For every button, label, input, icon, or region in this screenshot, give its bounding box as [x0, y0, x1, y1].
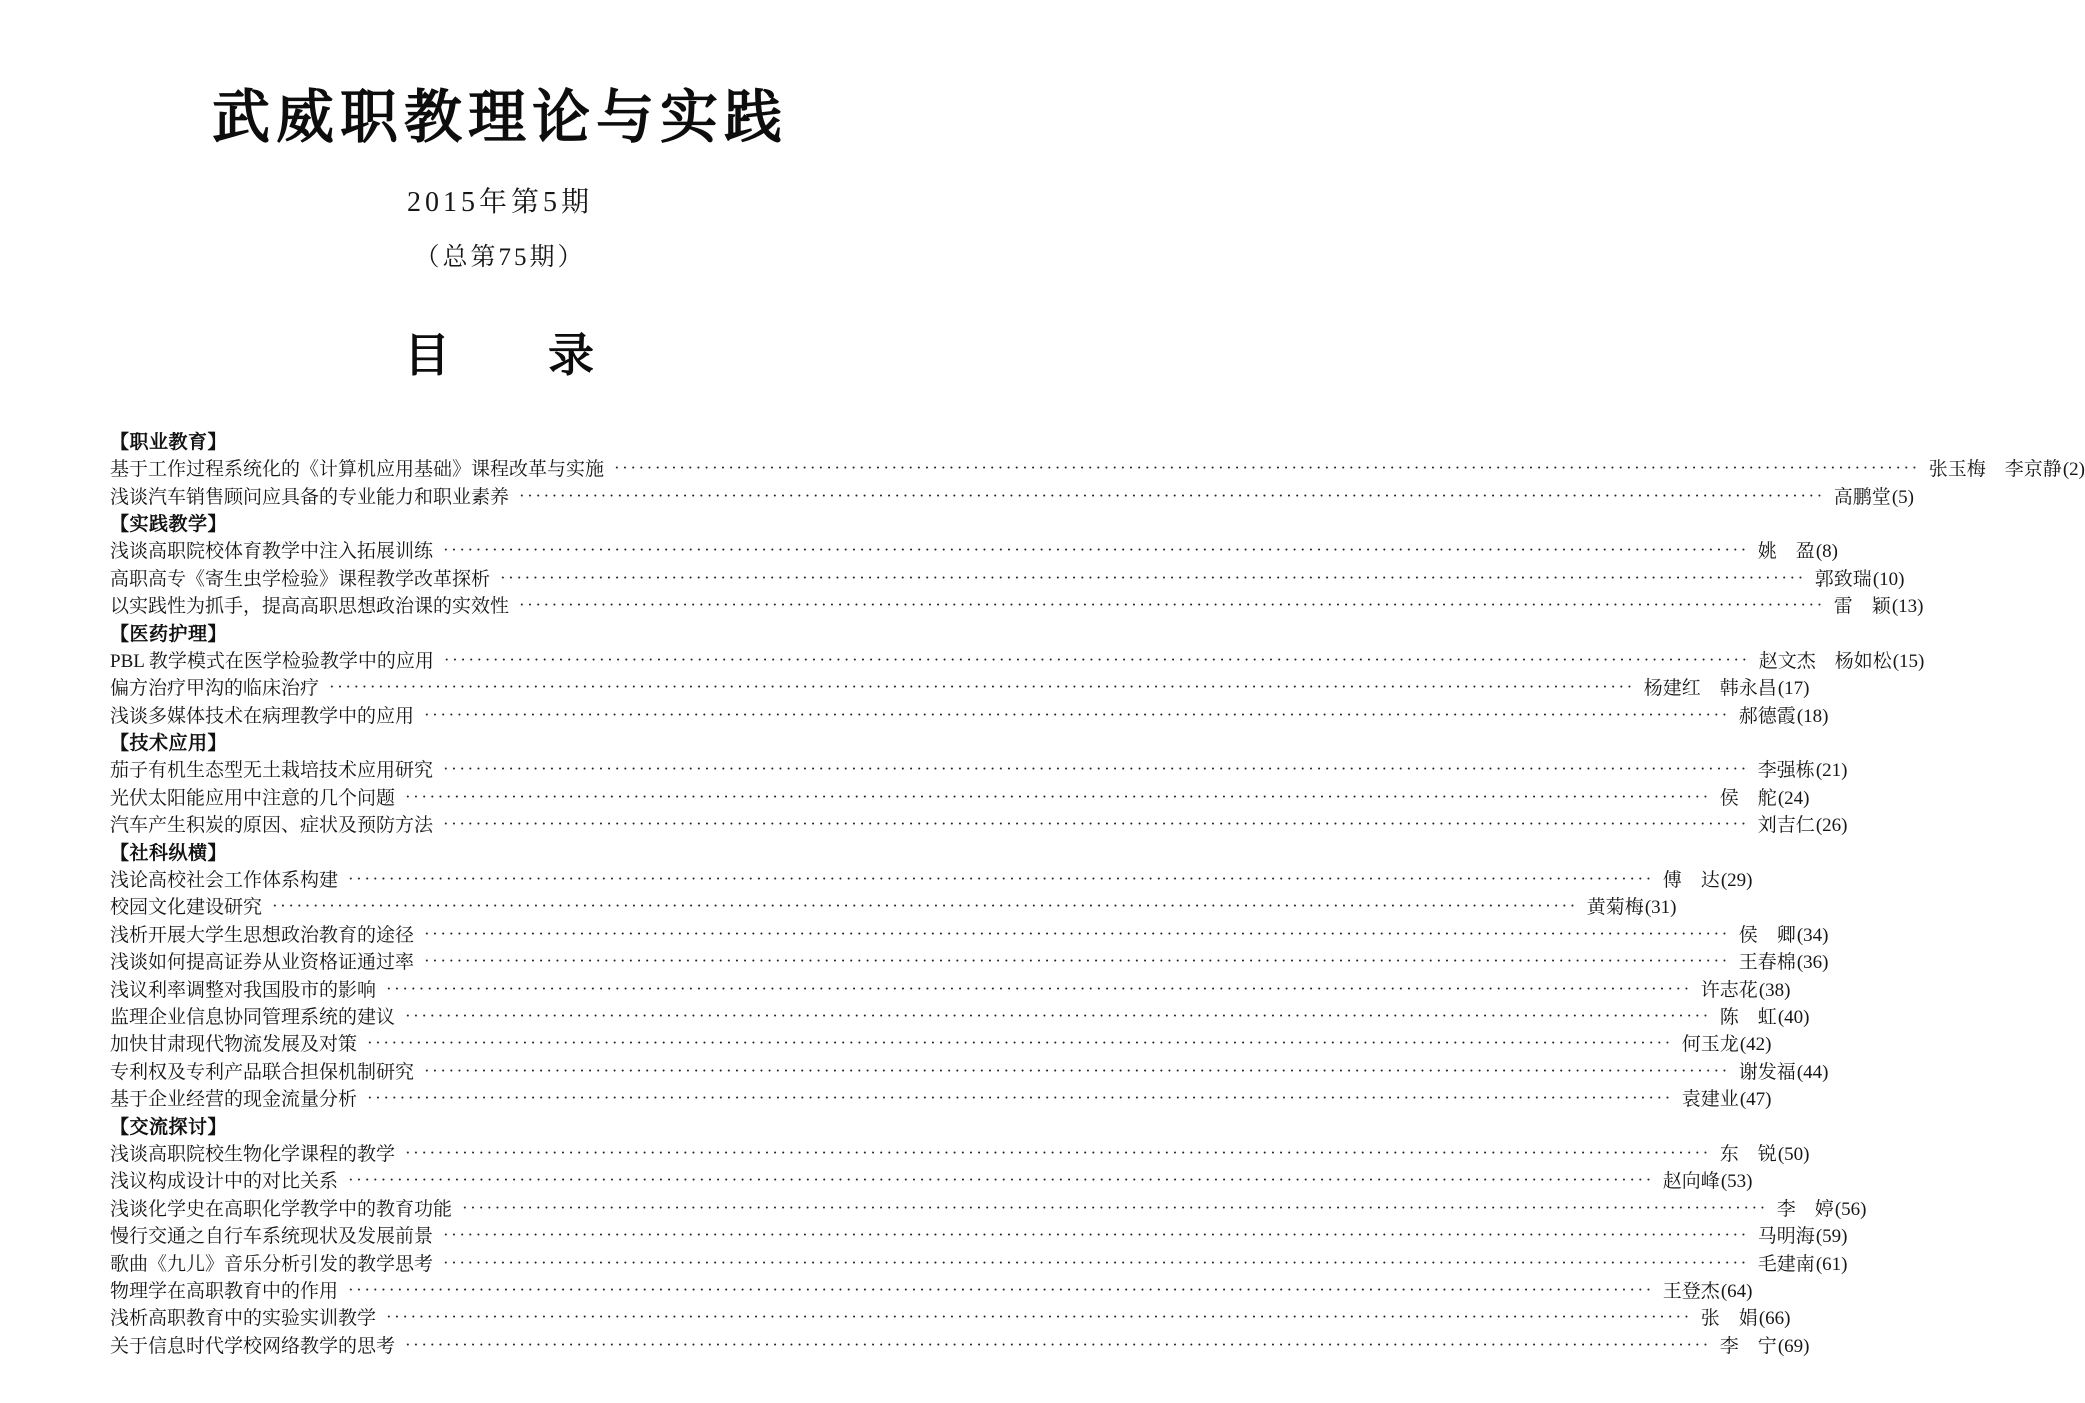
- entry-page: (18): [1796, 705, 1829, 727]
- entry-ref: [1929, 456, 2085, 483]
- entry-ref: [1587, 894, 1677, 921]
- entry-ref: [1720, 1141, 1810, 1168]
- leader-dots: ································································································································································: [443, 1225, 1749, 1245]
- entry-authors: 雷 颖: [1833, 596, 1891, 618]
- toc-entry: [110, 1223, 1848, 1250]
- entry-ref: [1834, 593, 1924, 620]
- toc-entry: [110, 484, 1914, 511]
- entry-ref: [1720, 785, 1810, 812]
- entry-authors: 袁建业: [1681, 1089, 1739, 1111]
- entry-page: (34): [1796, 924, 1829, 946]
- entry-title: 光伏太阳能应用中注意的几个问题: [110, 787, 396, 809]
- entry-page: (29): [1720, 870, 1753, 892]
- entry-page: (40): [1777, 1007, 1810, 1028]
- entry-ref: [1663, 1168, 1753, 1195]
- toc-entry: [110, 1059, 1829, 1086]
- entry-page: (2): [2062, 459, 2085, 481]
- entry-authors: 陈 虹: [1719, 1007, 1777, 1028]
- entry-title: 浅谈高职院校生物化学课程的教学: [110, 1143, 396, 1165]
- leader-dots: ································································································································································: [443, 814, 1749, 834]
- entry-title: 浅谈化学史在高职化学教学中的教育功能: [110, 1198, 453, 1220]
- section-header: 【医药护理】: [110, 623, 228, 645]
- toc-entry: [110, 922, 1829, 949]
- leader-dots: ································································································································································: [519, 595, 1825, 615]
- leader-dots: ································································································································································: [386, 978, 1692, 998]
- entry-ref: [1663, 1278, 1753, 1305]
- entry-ref: [1644, 675, 1810, 702]
- toc-entry: [110, 785, 1810, 812]
- entry-ref: [1739, 1059, 1829, 1086]
- entry-ref: [1834, 484, 1914, 511]
- entry-page: (8): [1815, 541, 1838, 563]
- entry-page: (50): [1777, 1143, 1810, 1165]
- entry-authors: 郭致瑞: [1814, 568, 1872, 590]
- entry-title: 浅析开展大学生思想政治教育的途径: [110, 924, 415, 946]
- section-header: 【职业教育】: [110, 431, 228, 453]
- entry-ref: [1758, 1251, 1848, 1278]
- toc-entry: [110, 703, 1829, 730]
- entry-ref: [1759, 648, 1925, 675]
- entry-page: (42): [1739, 1034, 1772, 1056]
- entry-title: 慢行交通之自行车系统现状及发展前景: [110, 1226, 434, 1248]
- entry-authors: 傅 达: [1662, 870, 1720, 892]
- entry-page: (15): [1892, 650, 1925, 672]
- entry-page: (21): [1815, 760, 1848, 782]
- toc-entry: [110, 1086, 1772, 1113]
- entry-page: (56): [1834, 1198, 1867, 1220]
- toc-entry: [110, 1196, 1867, 1223]
- leader-dots: ································································································································································: [329, 677, 1635, 697]
- toc-entry: [110, 812, 1848, 839]
- toc-entry: [110, 1031, 1772, 1058]
- entry-authors: 赵文杰 杨如松: [1758, 650, 1892, 672]
- entry-page: (36): [1796, 952, 1829, 974]
- leader-dots: ································································································································································: [443, 759, 1749, 779]
- entry-ref: [1739, 922, 1829, 949]
- entry-page: (64): [1720, 1280, 1753, 1302]
- entry-authors: 李 宁: [1719, 1335, 1777, 1357]
- entry-authors: 黄菊梅: [1586, 897, 1644, 919]
- toc-entry: [110, 675, 1810, 702]
- entry-page: (13): [1891, 596, 1924, 618]
- entry-title: 浅论高校社会工作体系构建: [110, 870, 339, 892]
- entry-title: 偏方治疗甲沟的临床治疗: [110, 678, 320, 700]
- entry-page: (24): [1777, 787, 1810, 809]
- entry-title: 基于企业经营的现金流量分析: [110, 1089, 358, 1111]
- entry-authors: 王春棉: [1738, 952, 1796, 974]
- entry-ref: [1663, 867, 1753, 894]
- entry-ref: [1682, 1086, 1772, 1113]
- toc-entry: [110, 894, 1677, 921]
- toc-entry: [110, 538, 1838, 565]
- entry-authors: 马明海: [1757, 1226, 1815, 1248]
- toc-entry: [110, 1004, 1810, 1031]
- leader-dots: ································································································································································: [443, 1252, 1749, 1272]
- toc-entry: [110, 593, 1924, 620]
- entry-page: (44): [1796, 1061, 1829, 1083]
- leader-dots: ································································································································································: [519, 485, 1825, 505]
- section-header: 【实践教学】: [110, 513, 228, 535]
- section-header: 【交流探讨】: [110, 1116, 228, 1138]
- entry-ref: [1720, 1333, 1810, 1360]
- entry-authors: 刘吉仁: [1757, 815, 1815, 837]
- toc-entry: [110, 1278, 1753, 1305]
- entry-page: (38): [1758, 979, 1791, 1001]
- entry-page: (31): [1644, 897, 1677, 919]
- leader-dots: ································································································································································: [424, 951, 1730, 971]
- entry-title: 浅析高职教育中的实验实训教学: [110, 1308, 377, 1330]
- leader-dots: ································································································································································: [348, 1170, 1654, 1190]
- entry-authors: 姚 盈: [1757, 541, 1815, 563]
- entry-title: 物理学在高职教育中的作用: [110, 1280, 339, 1302]
- entry-page: (5): [1891, 486, 1914, 508]
- leader-dots: ································································································································································: [405, 1334, 1711, 1354]
- entry-authors: 杨建红 韩永昌: [1643, 678, 1777, 700]
- leader-dots: ································································································································································: [614, 458, 1920, 478]
- leader-dots: ································································································································································: [424, 923, 1730, 943]
- entry-title: 浅谈多媒体技术在病理教学中的应用: [110, 705, 415, 727]
- entry-authors: 侯 卿: [1738, 924, 1796, 946]
- entry-ref: [1720, 1004, 1810, 1031]
- entry-ref: [1701, 1305, 1791, 1332]
- entry-authors: 侯 舵: [1719, 787, 1777, 809]
- entry-page: (26): [1815, 815, 1848, 837]
- entry-authors: 李强栋: [1757, 760, 1815, 782]
- leader-dots: ································································································································································: [386, 1307, 1692, 1327]
- entry-authors: 高鹏堂: [1833, 486, 1891, 508]
- entry-ref: [1758, 812, 1848, 839]
- entry-title: 专利权及专利产品联合担保机制研究: [110, 1061, 415, 1083]
- section-header: 【社科纵横】: [110, 842, 228, 864]
- entry-page: (69): [1777, 1335, 1810, 1357]
- leader-dots: ································································································································································: [367, 1033, 1673, 1053]
- entry-authors: 张 娟: [1700, 1308, 1758, 1330]
- toc-entry: [110, 757, 1848, 784]
- entry-ref: [1815, 566, 1905, 593]
- entry-page: (47): [1739, 1089, 1772, 1111]
- entry-title: 加快甘肃现代物流发展及对策: [110, 1034, 358, 1056]
- entry-authors: 张玉梅 李京静: [1928, 459, 2062, 481]
- toc-entry: [110, 867, 1753, 894]
- entry-authors: 郝德霞: [1738, 705, 1796, 727]
- entry-title: 高职高专《寄生虫学检验》课程教学改革探析: [110, 568, 491, 590]
- entry-page: (66): [1758, 1308, 1791, 1330]
- entry-title: 以实践性为抓手，提高高职思想政治课的实效性: [110, 596, 510, 618]
- entry-authors: 何玉龙: [1681, 1034, 1739, 1056]
- toc-entry: [110, 1251, 1848, 1278]
- leader-dots: ································································································································································: [443, 649, 1750, 669]
- entry-title: 浅谈高职院校体育教学中注入拓展训练: [110, 541, 434, 563]
- leader-dots: ································································································································································: [500, 567, 1806, 587]
- toc-title: 目 录: [404, 329, 596, 381]
- entry-ref: [1739, 949, 1829, 976]
- toc: [110, 429, 2085, 1360]
- entry-authors: 谢发福: [1738, 1061, 1796, 1083]
- entry-title: 歌曲《九儿》音乐分析引发的教学思考: [110, 1253, 434, 1275]
- toc-entry: [110, 1168, 1753, 1195]
- leader-dots: ································································································································································: [405, 1142, 1711, 1162]
- toc-entry: [110, 977, 1791, 1004]
- entry-title: 监理企业信息协同管理系统的建议: [110, 1007, 396, 1028]
- toc-entry: [110, 1333, 1810, 1360]
- entry-page: (61): [1815, 1253, 1848, 1275]
- cumulative-issue-number: （总第75期）: [414, 243, 586, 271]
- leader-dots: ································································································································································: [272, 896, 1578, 916]
- entry-ref: [1701, 977, 1791, 1004]
- toc-entry: [110, 456, 2085, 483]
- leader-dots: ································································································································································: [462, 1197, 1768, 1217]
- issue-number: 2015年第5期: [406, 186, 593, 218]
- entry-title: 浅议利率调整对我国股市的影响: [110, 979, 377, 1001]
- leader-dots: ································································································································································: [405, 1006, 1711, 1025]
- entry-ref: [1777, 1196, 1867, 1223]
- leader-dots: ································································································································································: [424, 704, 1730, 724]
- leader-dots: ································································································································································: [367, 1088, 1673, 1108]
- entry-ref: [1758, 538, 1838, 565]
- leader-dots: ································································································································································: [348, 1279, 1654, 1299]
- entry-ref: [1682, 1031, 1772, 1058]
- toc-entry: [110, 648, 1925, 675]
- entry-page: (10): [1872, 568, 1905, 590]
- entry-authors: 毛建南: [1757, 1253, 1815, 1275]
- entry-authors: 王登杰: [1662, 1280, 1720, 1302]
- entry-title: 汽车产生积炭的原因、症状及预防方法: [110, 815, 434, 837]
- leader-dots: ································································································································································: [405, 786, 1711, 806]
- leader-dots: ································································································································································: [443, 540, 1749, 560]
- entry-title: 浅议构成设计中的对比关系: [110, 1171, 339, 1193]
- entry-title: 基于工作过程系统化的《计算机应用基础》课程改革与实施: [110, 459, 605, 481]
- masthead: [0, 0, 1000, 385]
- entry-authors: 李 婷: [1776, 1198, 1834, 1220]
- entry-title: 校园文化建设研究: [110, 897, 263, 919]
- entry-ref: [1758, 757, 1848, 784]
- toc-entry: [110, 949, 1829, 976]
- entry-authors: 赵向峰: [1662, 1171, 1720, 1193]
- toc-entry: [110, 1141, 1810, 1168]
- entry-ref: [1758, 1223, 1848, 1250]
- leader-dots: ································································································································································: [348, 869, 1654, 889]
- leader-dots: ································································································································································: [424, 1060, 1730, 1080]
- entry-title: 浅谈汽车销售顾问应具备的专业能力和职业素养: [110, 486, 510, 508]
- toc-entry: [110, 566, 1905, 593]
- entry-authors: 许志花: [1700, 979, 1758, 1001]
- entry-title: PBL 教学模式在医学检验教学中的应用: [110, 650, 434, 672]
- entry-title: 浅谈如何提高证券从业资格证通过率: [110, 952, 415, 974]
- entry-page: (59): [1815, 1226, 1848, 1248]
- entry-page: (17): [1777, 678, 1810, 700]
- toc-entry: [110, 1305, 1791, 1332]
- entry-title: 茄子有机生态型无土栽培技术应用研究: [110, 760, 434, 782]
- journal-title: 武威职教理论与实践: [211, 85, 788, 150]
- entry-ref: [1739, 703, 1829, 730]
- entry-authors: 东 锐: [1719, 1143, 1777, 1165]
- section-header: 【技术应用】: [110, 733, 228, 755]
- entry-title: 关于信息时代学校网络教学的思考: [110, 1335, 396, 1357]
- entry-page: (53): [1720, 1171, 1753, 1193]
